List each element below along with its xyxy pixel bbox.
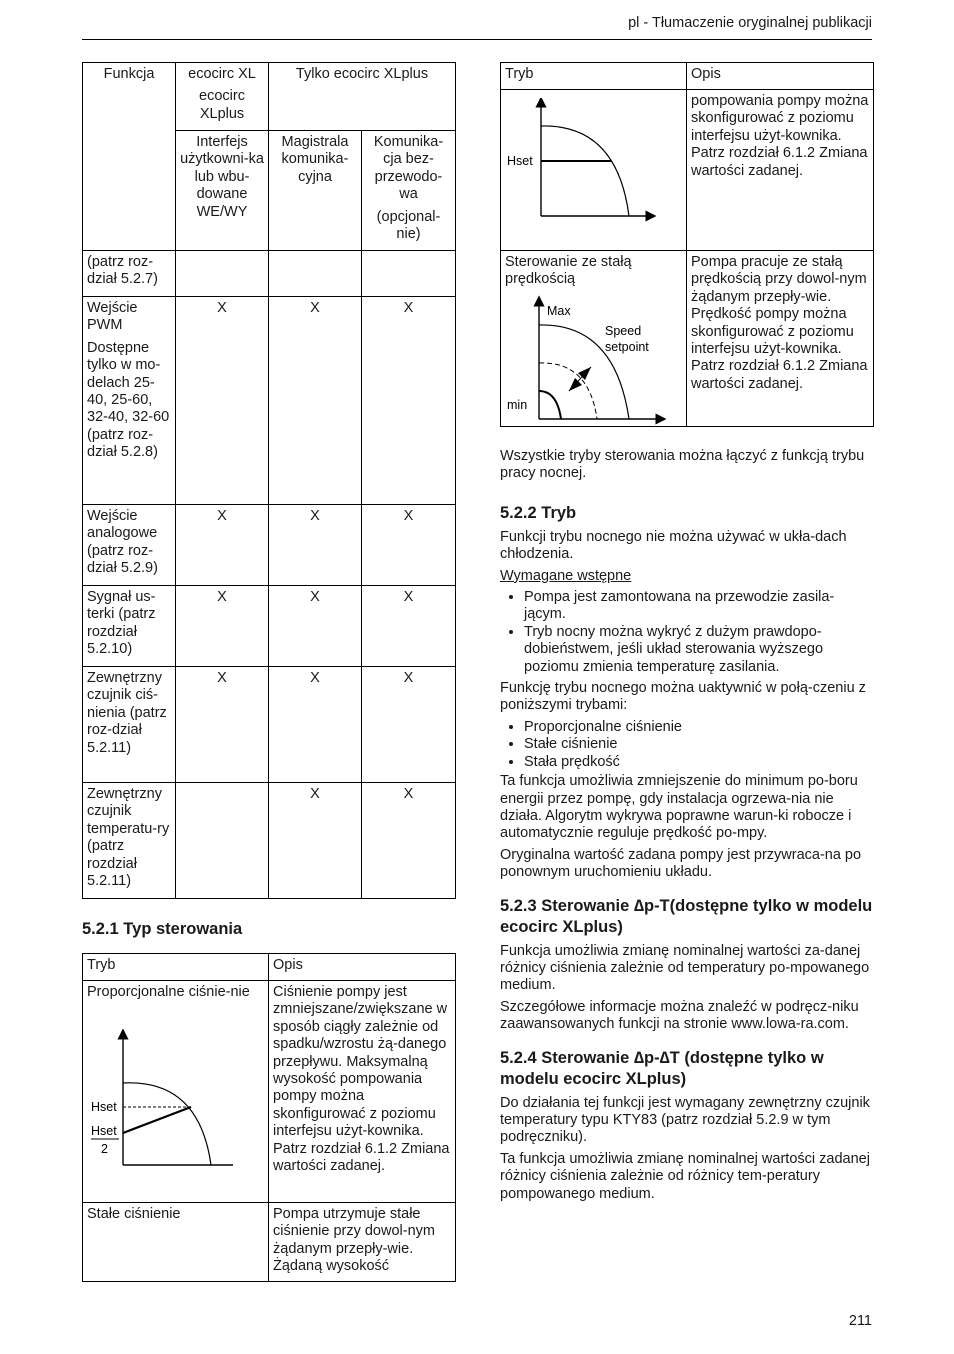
row-label: Wejście analogowe (patrz roz-dział 5.2.9) — [83, 505, 176, 586]
list-item: • Tryb nocny można wykryć z dużym prawdopo-dobieństwem, jeśli układ sterowania wyższego poziomu zmienia temperaturę zasilania. — [524, 624, 873, 676]
list-item: • Stała prędkość — [524, 754, 873, 771]
dpt-details: Szczegółowe informacje można znaleźć w podręcz-niku zaawansowanych funkcji na stronie www.lowa-ra.com. — [500, 998, 859, 1033]
proportional-pressure-chart — [87, 1029, 237, 1169]
mode-cell-constant-pressure-chart — [501, 90, 687, 251]
row-label: Wejście PWM Dostępne tylko w mo-delach 25-40, 25-60, 32-40, 32-60 (patrz roz-dział 5.2.8) — [83, 297, 176, 505]
mode-cell-proportional: Proporcjonalne ciśnie-nie Hset Hset 2 — [83, 981, 269, 1203]
mode-cell-constant-pressure: Stałe ciśnienie — [83, 1203, 269, 1282]
row-label: Zewnętrzny czujnik ciś-nienia (patrz roz-dział 5.2.11) — [83, 667, 176, 783]
page-number: 211 — [848, 1313, 872, 1329]
prerequisites-list — [500, 589, 873, 676]
function-table — [82, 62, 456, 899]
max-label: Max — [547, 304, 571, 318]
min-label: min — [507, 398, 528, 412]
row-label: Zewnętrzny czujnik temperatu-ry (patrz rozdział 5.2.11) — [83, 783, 176, 899]
mode-cell-constant-speed: Sterowanie ze stałą prędkością Max Speed setpoint min — [501, 251, 687, 427]
page-header-title: pl - Tłumaczenie oryginalnej publikacji — [628, 15, 872, 31]
dpdt-text: Ta funkcja umożliwia zmianę nominalnej wartości zadanej różnicy ciśnienia zależnie od różnicy tem-peratury pompowanego medium. — [500, 1150, 870, 1202]
night-mode-energy: Ta funkcja umożliwia zmniejszenie do minimum po-boru energii przez pompę, gdy instalacja ogrzewa-nia nie działa. Algorytm wykrywa poprawne warun-ki robocze i automatycznie reguluje prędkość po-mpy. — [500, 773, 858, 842]
table-row: Wejście analogowe (patrz roz-dział 5.2.9) X X X — [83, 505, 456, 586]
header-ecocirc-xl: ecocirc XL ecocirc XLplus — [176, 63, 269, 131]
table-row — [83, 251, 456, 297]
arrowhead-up — [578, 367, 591, 380]
mode-desc-proportional: Ciśnienie pompy jest zmniejszane/zwiększane w sposób ciągły zależnie od spadku/wzrostu żą-danego przepływu. Maksymalną wysokość pompowania pompy można skonfigurować z poziomu interfejsu użyt-kownika. Patrz rozdział 6.1.2 Zmiana wartości zadanej. — [269, 981, 456, 1203]
list-item: • Pompa jest zamontowana na przewodzie zasila-jącym. — [524, 589, 873, 624]
mode-table-left — [82, 953, 456, 1282]
table-row: Sygnał us-terki (patrz rozdział 5.2.10) X X X — [83, 586, 456, 667]
proportional-line — [123, 1107, 191, 1133]
dpdt-requirement: Do działania tej funkcji jest wymagany zewnętrzny czujnik temperatury typu KTY83 (patrz rozdział 5.2.9 w tym podręczniku). — [500, 1094, 870, 1146]
dpt-text: Funkcja umożliwia zmianę nominalnej wartości za-danej różnicy ciśnienia zależnie od temperatury po-mpowanego medium. — [500, 942, 870, 994]
section-heading-5-2-2: 5.2.2 Tryb — [500, 503, 577, 522]
header-opis: Opis — [269, 954, 456, 981]
night-mode-activation: Funkcję trybu nocnego można uaktywnić w połą-czeniu z poniższymi trybami: — [500, 680, 866, 714]
mode-desc-constant-pressure-cont: pompowania pompy można skonfigurować z poziomu interfejsu użyt-kownika. Patrz rozdział 6.1.2 Zmiana wartości zadanej. — [687, 90, 874, 251]
intro-text: Wszystkie tryby sterowania można łączyć z funkcją trybu pracy nocnej. — [500, 448, 865, 482]
right-column — [500, 448, 873, 1207]
table-row: Wejście PWM Dostępne tylko w mo-delach 25-40, 25-60, 32-40, 32-60 (patrz roz-dział 5.2.8) X X X — [83, 297, 456, 505]
table-row: Zewnętrzny czujnik temperatu-ry (patrz rozdział 5.2.11) X X — [83, 783, 456, 899]
header-funkcja: Funkcja — [83, 63, 176, 251]
pump-curve — [123, 1083, 211, 1165]
night-mode-text: Funkcji trybu nocnego nie można używać w ukła-dach chłodzenia. — [500, 528, 847, 563]
header-opis-right: Opis — [687, 63, 874, 90]
modes-list — [500, 719, 873, 771]
constant-speed-chart — [505, 295, 680, 425]
pump-curve — [541, 126, 629, 216]
list-item: • Stałe ciśnienie — [524, 736, 873, 753]
header-tryb-right: Tryb — [501, 63, 687, 90]
hset2-label: Hset — [91, 1124, 117, 1138]
hset-label: Hset — [507, 154, 533, 168]
mode-table-right — [500, 62, 874, 427]
section-heading-5-2-4: 5.2.4 Sterowanie ∆p-∆T (dostępne tylko w modelu ecocirc XLplus) — [500, 1048, 824, 1088]
header-interface: Interfejs użytkowni-ka lub wbu-dowane WE/WY — [176, 131, 269, 251]
header-tryb: Tryb — [83, 954, 269, 981]
header-bus: Magistrala komunika-cyjna — [269, 131, 362, 251]
setpoint-label: setpoint — [605, 340, 649, 354]
header-wireless: Komunika-cja bez-przewodo-wa (opcjonal-nie) — [362, 131, 456, 251]
constant-pressure-chart — [505, 98, 675, 228]
section-heading-5-2-1: 5.2.1 Typ sterowania — [82, 920, 243, 938]
min-curve — [539, 391, 561, 419]
speed-label: Speed — [605, 324, 642, 338]
row-label: Sygnał us-terki (patrz rozdział 5.2.10) — [83, 586, 176, 667]
header-only-xlplus: Tylko ecocirc XLplus — [269, 63, 456, 131]
list-item: • Proporcjonalne ciśnienie — [524, 719, 873, 736]
header-divider — [82, 39, 872, 40]
arrowhead-down — [569, 378, 582, 391]
mode-desc-constant-pressure: Pompa utrzymuje stałe ciśnienie przy dowol-nym żądanym przepły-wie. Żądaną wysokość — [269, 1203, 456, 1282]
section-heading-5-2-3: 5.2.3 Sterowanie ∆p-T(dostępne tylko w modelu ecocirc XLplus) — [500, 896, 873, 936]
prerequisites-label: Wymagane wstępne — [500, 567, 632, 584]
table-row: Zewnętrzny czujnik ciś-nienia (patrz roz-dział 5.2.11) X X X — [83, 667, 456, 783]
mode-desc-constant-speed: Pompa pracuje ze stałą prędkością przy dowol-nym żądanym przepły-wie. Prędkość pompy można skonfigurować z poziomu interfejsu użyt-kownika. Patrz rozdział 6.1.2 Zmiana wartości zadanej. — [687, 251, 874, 427]
hset-label: Hset — [91, 1100, 117, 1114]
hset2-denominator: 2 — [101, 1142, 108, 1156]
night-mode-restore: Oryginalna wartość zadana pompy jest przywraca-na po ponownym uruchomieniu układu. — [500, 846, 862, 881]
row-label: (patrz roz-dział 5.2.7) — [83, 251, 176, 297]
